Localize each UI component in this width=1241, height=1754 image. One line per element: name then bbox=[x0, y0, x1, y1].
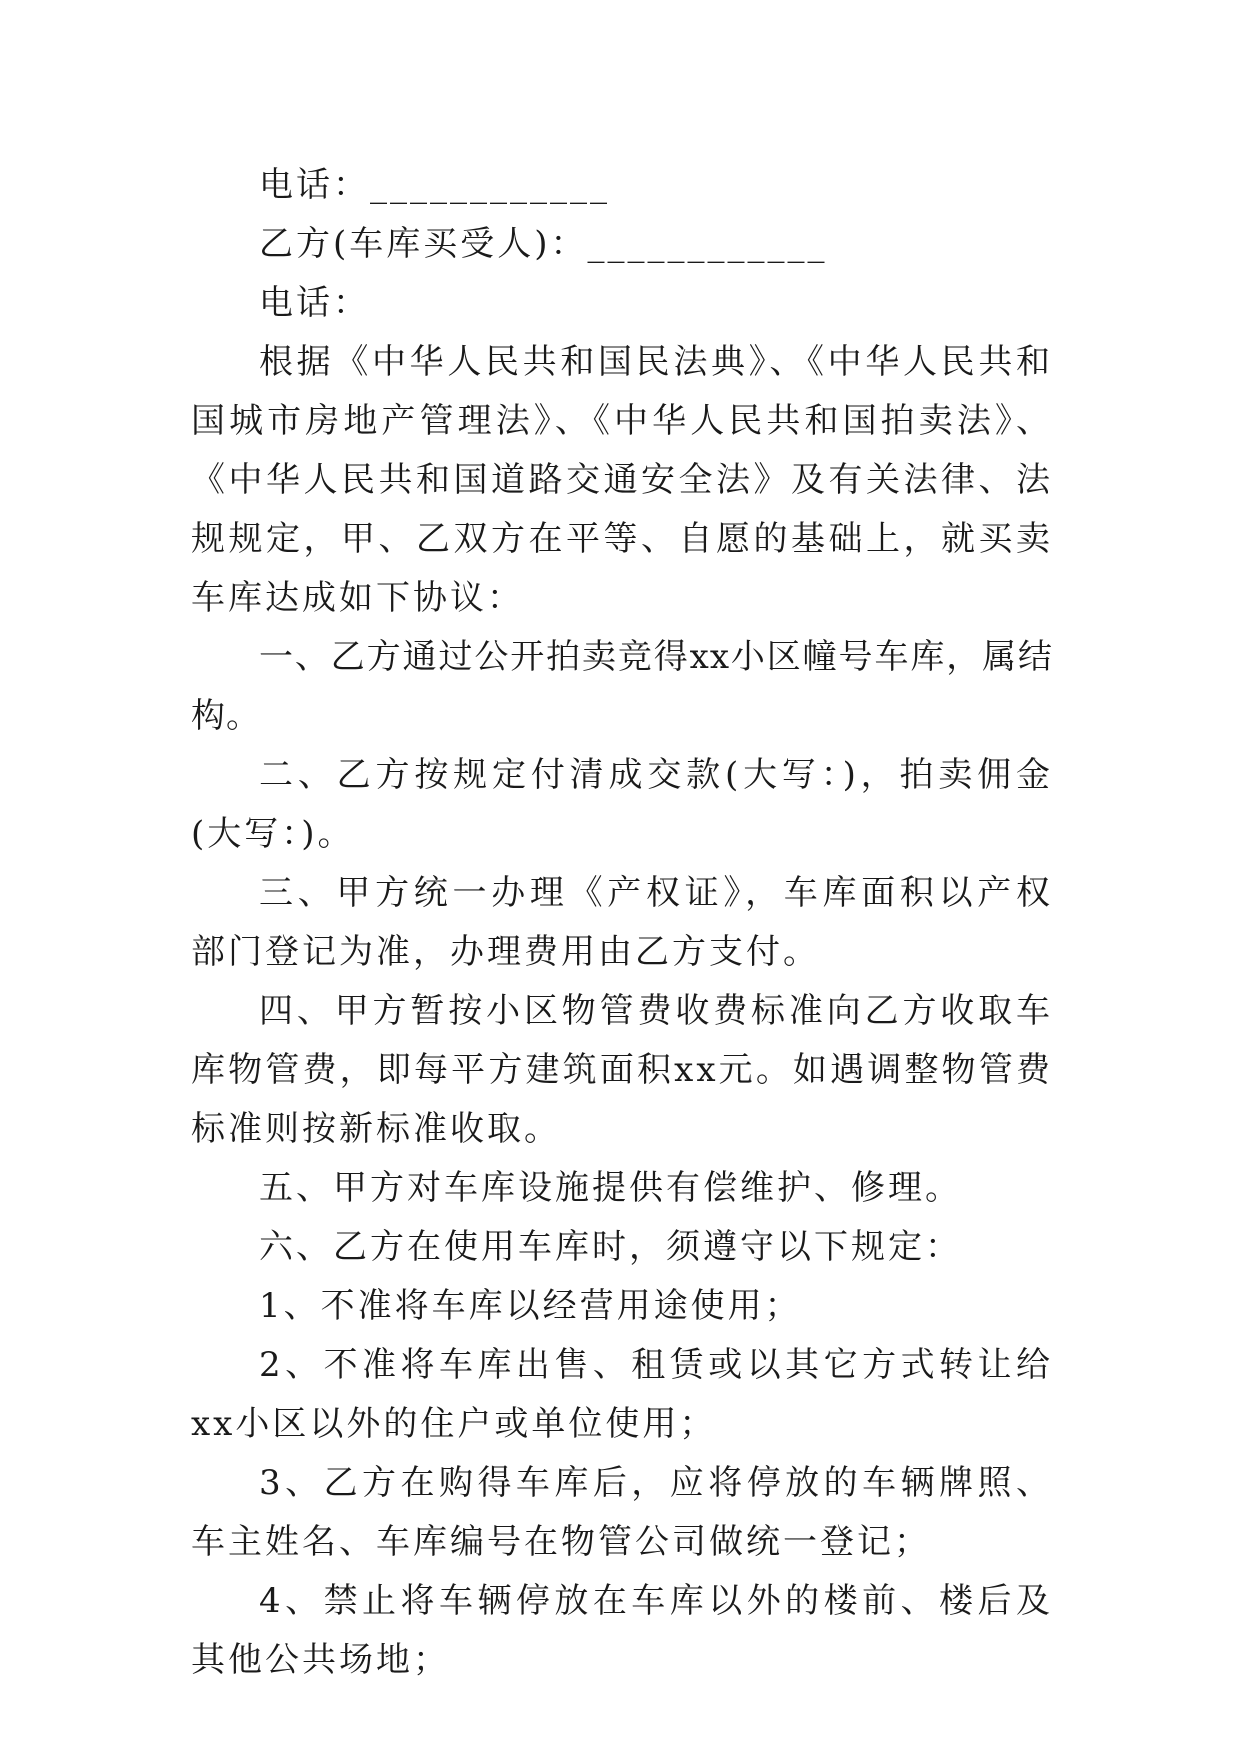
clause-3: 三、甲方统一办理《产权证》，车库面积以产权部门登记为准，办理费用由乙方支付。 bbox=[191, 873, 1053, 972]
clause-6: 六、乙方在使用车库时，须遵守以下规定： bbox=[259, 1227, 962, 1267]
rule-2: 2、不准将车库出售、租赁或以其它方式转让给xx小区以外的住户或单位使用； bbox=[191, 1345, 1053, 1444]
phone-line-party-a: 电话：____________ bbox=[259, 165, 610, 205]
party-b-line: 乙方(车库买受人)：____________ bbox=[259, 224, 828, 264]
preamble-paragraph: 根据《中华人民共和国民法典》、《中华人民共和国城市房地产管理法》、《中华人民共和国拍卖法》、《中华人民共和国道路交通安全法》及有关法律、法规规定，甲、乙双方在平等、自愿的基础上，就买卖车库达成如下协议： bbox=[191, 342, 1053, 618]
clause-4: 四、甲方暂按小区物管费收费标准向乙方收取车库物管费，即每平方建筑面积xx元。如遇调整物管费标准则按新标准收取。 bbox=[191, 991, 1053, 1149]
phone-line-party-b: 电话： bbox=[259, 283, 370, 323]
document-page bbox=[191, 156, 1053, 1690]
clause-2: 二、乙方按规定付清成交款(大写：)，拍卖佣金(大写：)。 bbox=[191, 755, 1053, 854]
clause-5: 五、甲方对车库设施提供有偿维护、修理。 bbox=[259, 1168, 962, 1208]
clause-1: 一、乙方通过公开拍卖竞得xx小区幢号车库，属结构。 bbox=[191, 637, 1053, 736]
rule-1: 1、不准将车库以经营用途使用； bbox=[259, 1286, 802, 1326]
rule-4: 4、禁止将车辆停放在车库以外的楼前、楼后及其他公共场地； bbox=[191, 1581, 1053, 1680]
rule-3: 3、乙方在购得车库后，应将停放的车辆牌照、车主姓名、车库编号在物管公司做统一登记； bbox=[191, 1463, 1053, 1562]
